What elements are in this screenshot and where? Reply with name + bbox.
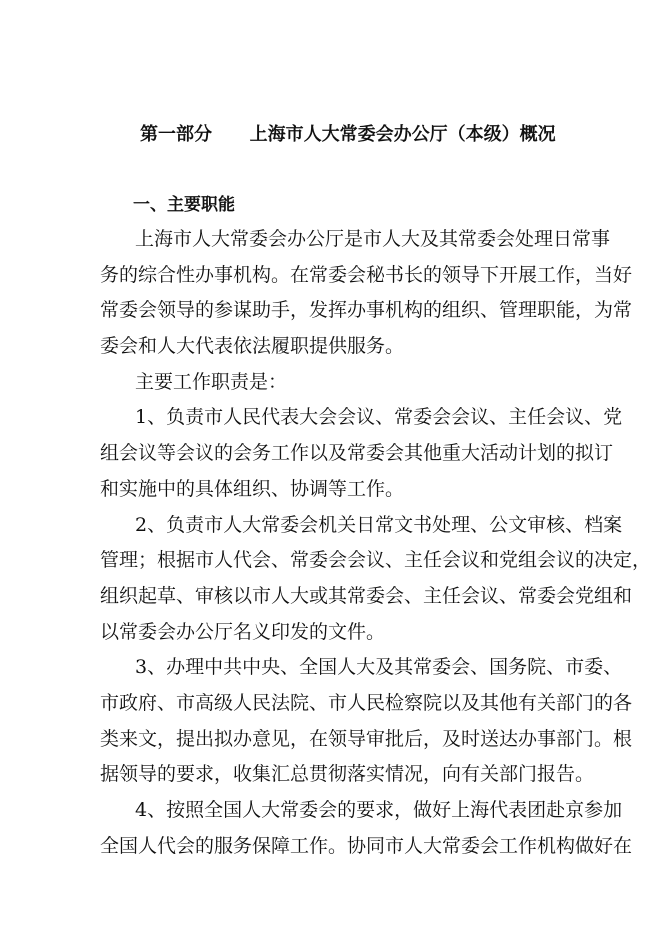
text-line: 上海市人大常委会办公厅是市人大及其常委会处理日常事 [135, 228, 611, 250]
text-line: 市政府、市高级人民法院、市人民检察院以及其他有关部门的各 [100, 691, 633, 714]
section-heading: 一、主要职能 [133, 195, 235, 215]
text-line: 全国人代会的服务保障工作。协同市人大常委会工作机构做好在 [100, 834, 633, 857]
text-line: 委会和人大代表依法履职提供服务。 [100, 335, 405, 358]
text-line: 主要工作职责是： [135, 370, 288, 393]
text-line: 以常委会办公厅名义印发的文件。 [100, 620, 386, 643]
text-line: 1、负责市人民代表大会会议、常委会会议、主任会议、党 [135, 406, 623, 429]
text-line: 类来文，提出拟办意见，在领导审批后，及时送达办事部门。根 [100, 727, 633, 750]
text-line: 据领导的要求，收集汇总贯彻落实情况，向有关部门报告。 [100, 763, 595, 786]
text-line: 管理；根据市人代会、常委会会议、主任会议和党组会议的决定， [100, 549, 652, 572]
text-line: 务的综合性办事机构。在常委会秘书长的领导下开展工作，当好 [100, 263, 633, 286]
text-line: 和实施中的具体组织、协调等工作。 [100, 477, 405, 500]
text-line: 组织起草、审核以市人大或其常委会、主任会议、常委会党组和 [100, 584, 633, 607]
document-title: 第一部分 上海市人大常委会办公厅（本级）概况 [140, 124, 556, 145]
text-line: 4、按照全国人大常委会的要求，做好上海代表团赴京参加 [135, 799, 623, 821]
text-line: 2、负责市人大常委会机关日常文书处理、公文审核、档案 [135, 513, 623, 536]
text-line: 3、办理中共中央、全国人大及其常委会、国务院、市委、 [135, 656, 623, 679]
document-body [100, 222, 652, 864]
text-line: 常委会领导的参谋助手，发挥办事机构的组织、管理职能，为常 [100, 299, 633, 322]
text-line: 组会议等会议的会务工作以及常委会其他重大活动计划的拟订 [100, 442, 614, 465]
